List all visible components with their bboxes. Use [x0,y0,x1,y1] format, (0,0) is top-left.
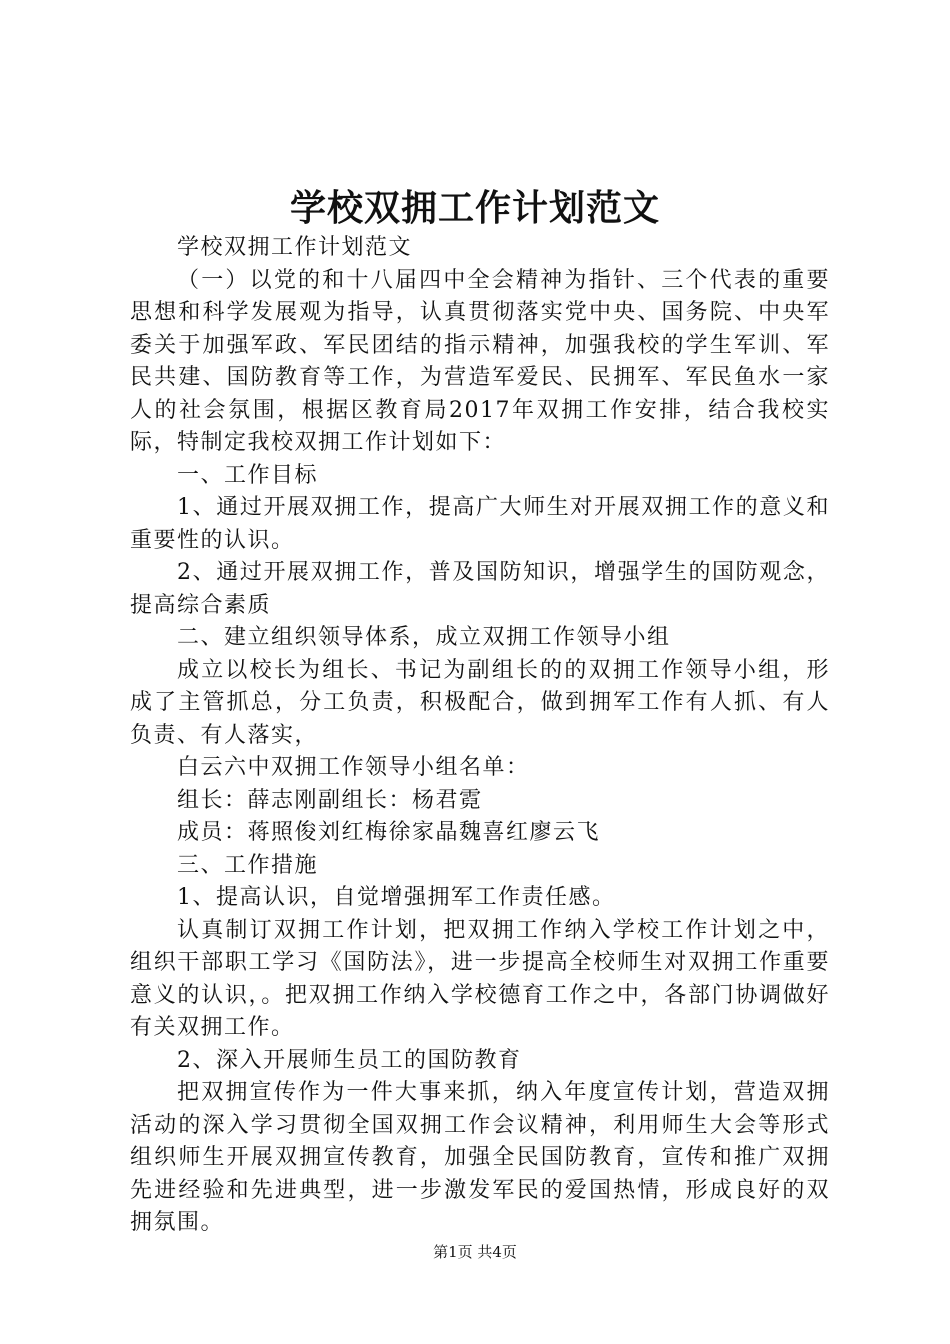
page-footer: 第1页 共4页 [433,1243,517,1261]
paragraph: 学校双拥工作计划范文 [177,235,413,260]
paragraph: 成立以校长为组长、书记为副组长的的双拥工作领导小组，形成了主管抓总，分工负责，积极配合，做到拥军工作有人抓、有人负责、有人落实， [130,657,830,748]
paragraph: 三、工作措施 [177,852,319,878]
paragraph: 组长：薛志刚副组长：杨君霓 [177,787,483,813]
paragraph: 认真制订双拥工作计划，把双拥工作纳入学校工作计划之中，组织干部职工学习《国防法》，进一步提高全校师生对双拥工作重要意义的认识，。把双拥工作纳入学校德育工作之中，各部门协调做好有关双拥工作。 [130,917,830,1040]
paragraph: 白云六中双拥工作领导小组名单： [177,755,530,780]
paragraph: （一）以党的和十八届四中全会精神为指针、三个代表的重要思想和科学发展观为指导，认真贯彻落实党中央、国务院、中央军委关于加强军政、军民团结的指示精神，加强我校的学生军训、军民共建、国防教育等工作，为营造军爱民、民拥军、军民鱼水一家人的社会氛围，根据区教育局2017年双拥工作安排，结合我校实际，特制定我校双拥工作计划如下： [130,267,830,455]
page-title: 学校双拥工作计划范文 [289,187,660,229]
paragraph: 1、提高认识，自觉增强拥军工作责任感。 [177,885,616,910]
paragraph: 1、通过开展双拥工作，提高广大师生对开展双拥工作的意义和重要性的认识。 [130,495,830,553]
paragraph: 2、通过开展双拥工作，普及国防知识，增强学生的国防观念，提高综合素质 [130,560,830,618]
document-body [130,232,830,1240]
paragraph: 2、深入开展师生员工的国防教育 [177,1047,522,1073]
paragraph: 二、建立组织领导体系，成立双拥工作领导小组 [177,625,671,650]
paragraph: 一、工作目标 [177,462,319,488]
paragraph: 成员：蒋照俊刘红梅徐家晶魏喜红廖云飞 [177,820,601,845]
paragraph: 把双拥宣传作为一件大事来抓，纳入年度宣传计划，营造双拥活动的深入学习贯彻全国双拥工作会议精神，利用师生大会等形式组织师生开展双拥宣传教育，加强全民国防教育，宣传和推广双拥先进经验和先进典型，进一步激发军民的爱国热情，形成良好的双拥氛围。 [130,1080,830,1235]
